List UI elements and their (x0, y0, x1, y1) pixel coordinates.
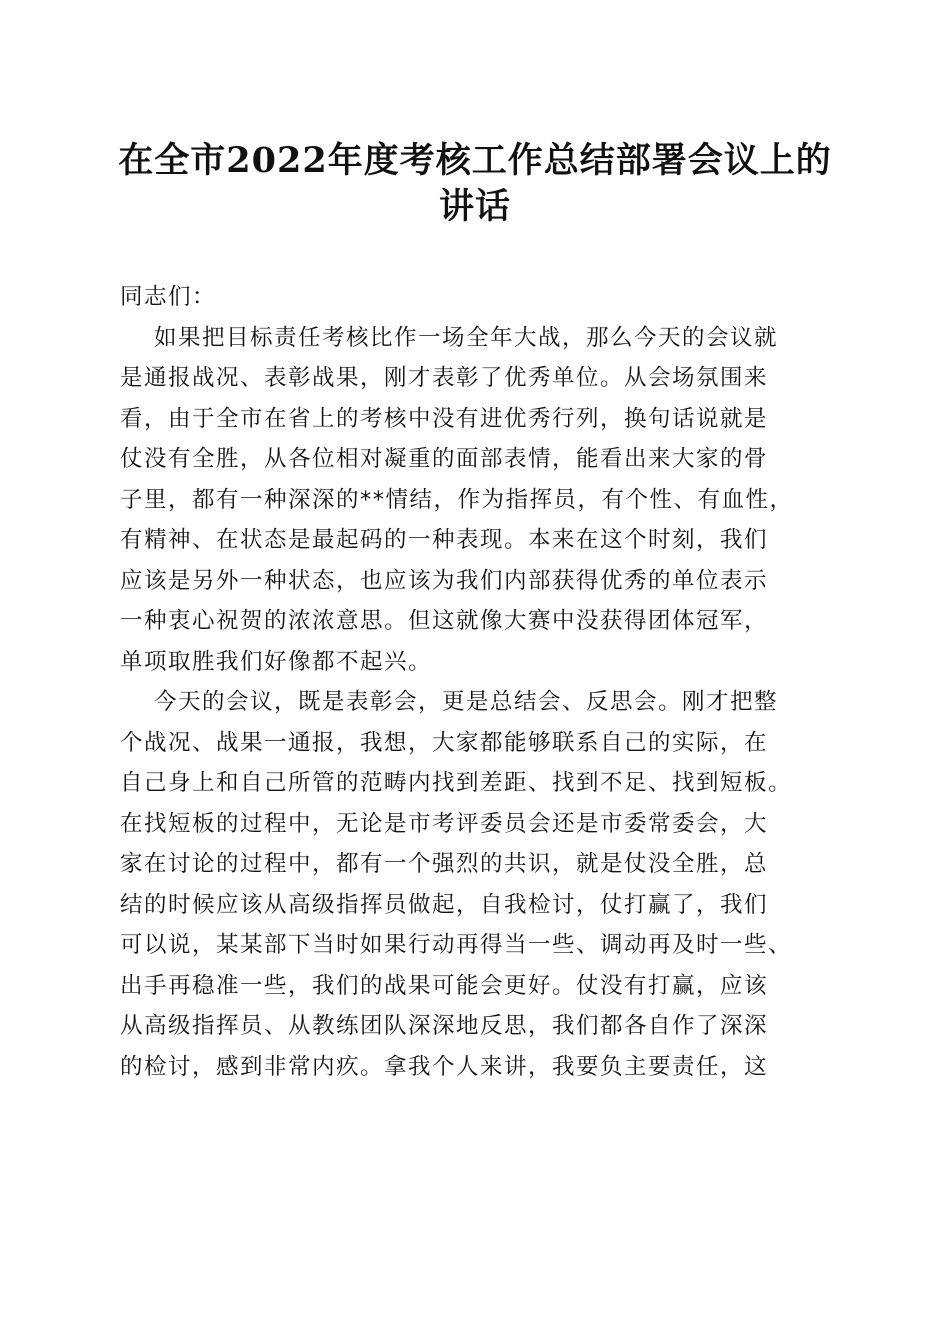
paragraph-line: 如果把目标责任考核比作一场全年大战，那么今天的会议就 (154, 324, 779, 351)
speech-body (120, 277, 840, 1087)
speech-title (80, 138, 870, 230)
salutation: 同志们： (120, 284, 217, 310)
paragraph-line: 出手再稳准一些，我们的战果可能会更好。仗没有打赢，应该 (120, 972, 769, 999)
paragraph-line: 是通报战况、表彰战果，刚才表彰了优秀单位。从会场氛围来 (120, 365, 769, 391)
paragraph-line: 看，由于全市在省上的考核中没有进优秀行列，换句话说就是 (120, 405, 769, 432)
paragraph-line: 单项取胜我们好像都不起兴。 (120, 648, 433, 675)
paragraph-line: 有精神、在状态是最起码的一种表现。本来在这个时刻，我们 (120, 527, 769, 553)
paragraph-line: 个战况、战果一通报，我想，大家都能够联系自己的实际，在 (120, 729, 769, 756)
paragraph-line: 可以说，某某部下当时如果行动再得当一些、调动再及时一些、 (120, 932, 793, 958)
paragraph-line: 家在讨论的过程中，都有一个强烈的共识，就是仗没全胜，总 (120, 851, 769, 877)
paragraph-line: 在找短板的过程中，无论是市考评委员会还是市委常委会，大 (120, 810, 769, 837)
paragraph-2 (120, 682, 840, 1087)
paragraph-line: 应该是另外一种状态，也应该为我们内部获得优秀的单位表示 (120, 567, 769, 594)
paragraph-line: 一种衷心祝贺的浓浓意思。但这就像大赛中没获得团体冠军， (120, 608, 769, 634)
paragraph-line: 自己身上和自己所管的范畴内找到差距、找到不足、找到短板。 (120, 770, 793, 796)
paragraph-line: 仗没有全胜，从各位相对凝重的面部表情，能看出来大家的骨 (120, 446, 769, 472)
paragraph-line: 结的时候应该从高级指挥员做起，自我检讨，仗打赢了，我们 (120, 891, 769, 918)
title-line: 讲话 (438, 186, 511, 227)
paragraph-1 (120, 318, 840, 683)
paragraph-line: 的检讨，感到非常内疚。拿我个人来讲，我要负主要责任，这 (120, 1053, 769, 1080)
paragraph-line: 子里，都有一种深深的**情结，作为指挥员，有个性、有血性， (120, 486, 794, 513)
paragraph-line: 今天的会议，既是表彰会，更是总结会、反思会。刚才把整 (154, 689, 779, 715)
paragraph-line: 从高级指挥员、从教练团队深深地反思，我们都各自作了深深 (120, 1013, 769, 1039)
title-line: 在全市2022年度考核工作总结部署会议上的 (118, 140, 832, 181)
